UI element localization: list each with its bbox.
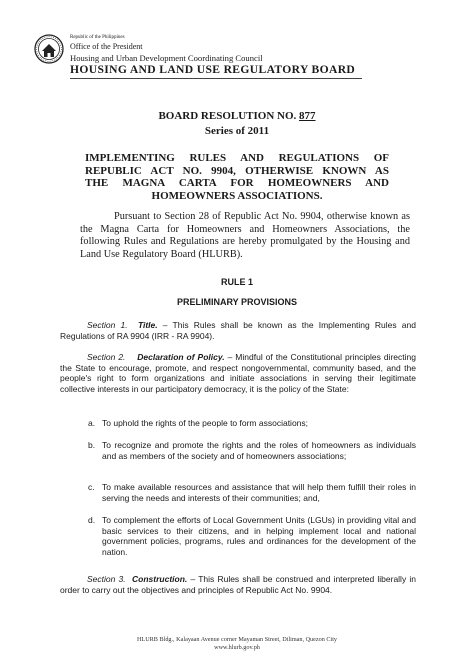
list-item (88, 440, 416, 461)
list-item-letter: d. (88, 515, 96, 525)
list-item-text: To make available resources and assistance that will help them fulfill their roles in serving the needs and interests of their communities; and, (102, 482, 416, 503)
title-line: HOMEOWNERS ASSOCIATIONS. (151, 189, 323, 202)
section-3 (60, 574, 416, 595)
resolution-number-value: 877 (299, 110, 316, 122)
list-item-letter: c. (88, 482, 95, 492)
document-title (85, 152, 389, 202)
section-2-label: Section 2. (87, 352, 126, 362)
letterhead-republic: Republic of the Philippines (70, 35, 125, 40)
letterhead-office: Office of the President (70, 42, 143, 51)
section-1-text: – This Rules shall be known as the Implementing Rules and Regulations of RA 9904 (IRR - RA 9904). (60, 320, 416, 341)
list-item-text: To complement the efforts of Local Government Units (LGUs) in providing vital and basic services to their citizens, and in helping implement local and national government policies, programs, rules and ordinances for the development of the nation. (102, 515, 416, 558)
list-item (88, 482, 416, 503)
list-item (88, 418, 416, 429)
hlurb-seal-icon (34, 34, 64, 64)
footer-website: www.hlurb.gov.ph (214, 644, 260, 651)
letterhead-board: HOUSING AND LAND USE REGULATORY BOARD (70, 63, 356, 76)
title-line: REPUBLIC ACT NO. 9904, OTHERWISE KNOWN AS (85, 164, 389, 177)
footer-address: HLURB Bldg., Kalayaan Avenue corner Mayaman Street, Diliman, Quezon City (136, 636, 338, 643)
section-2 (60, 352, 416, 395)
rule-title: PRELIMINARY PROVISIONS (176, 297, 298, 307)
section-3-label: Section 3. (87, 574, 126, 584)
letterhead-council: Housing and Urban Development Coordinating Council (70, 53, 263, 63)
list-item-letter: b. (88, 440, 96, 450)
list-item-text: To uphold the rights of the people to form associations; (102, 418, 309, 428)
list-item-text: To recognize and promote the rights and the roles of homeowners as individuals and as members of the society and of homeowners associations; (102, 440, 416, 461)
rule-heading: RULE 1 (220, 277, 253, 287)
resolution-number (0, 110, 474, 122)
section-1 (60, 320, 416, 341)
title-line: IMPLEMENTING RULES AND REGULATIONS OF (85, 152, 389, 164)
section-2-heading: Declaration of Policy. (137, 352, 225, 362)
resolution-label: BOARD RESOLUTION NO. (158, 110, 297, 122)
section-1-heading: Title. (137, 320, 158, 330)
intro-paragraph: Pursuant to Section 28 of Republic Act No. 9904, otherwise known as the Magna Carta for Homeowners and Homeowners Associations, the following Rules and Regulations are hereby promulgated by the Housing and Land Use Regulatory Board (HLURB). (80, 211, 410, 260)
section-1-label: Section 1. (87, 320, 128, 330)
letterhead-divider (70, 78, 362, 79)
list-item-letter: a. (88, 418, 96, 428)
section-3-heading: Construction. (132, 574, 188, 584)
list-item (88, 515, 416, 558)
section-2-text: – Mindful of the Constitutional principles directing the State to encourage, promote, and respect nongovernmental, community based, and the people's right to form organizations and initiate associations in serving their legitimate collective interests in our participatory democracy, it is the policy of the State: (60, 352, 416, 395)
section-3-text: – This Rules shall be construed and interpreted liberally in order to carry out the objectives and principles of Republic Act No. 9904. (60, 574, 416, 595)
resolution-series: Series of 2011 (204, 125, 270, 137)
title-line: THE MAGNA CARTA FOR HOMEOWNERS AND (85, 177, 389, 190)
